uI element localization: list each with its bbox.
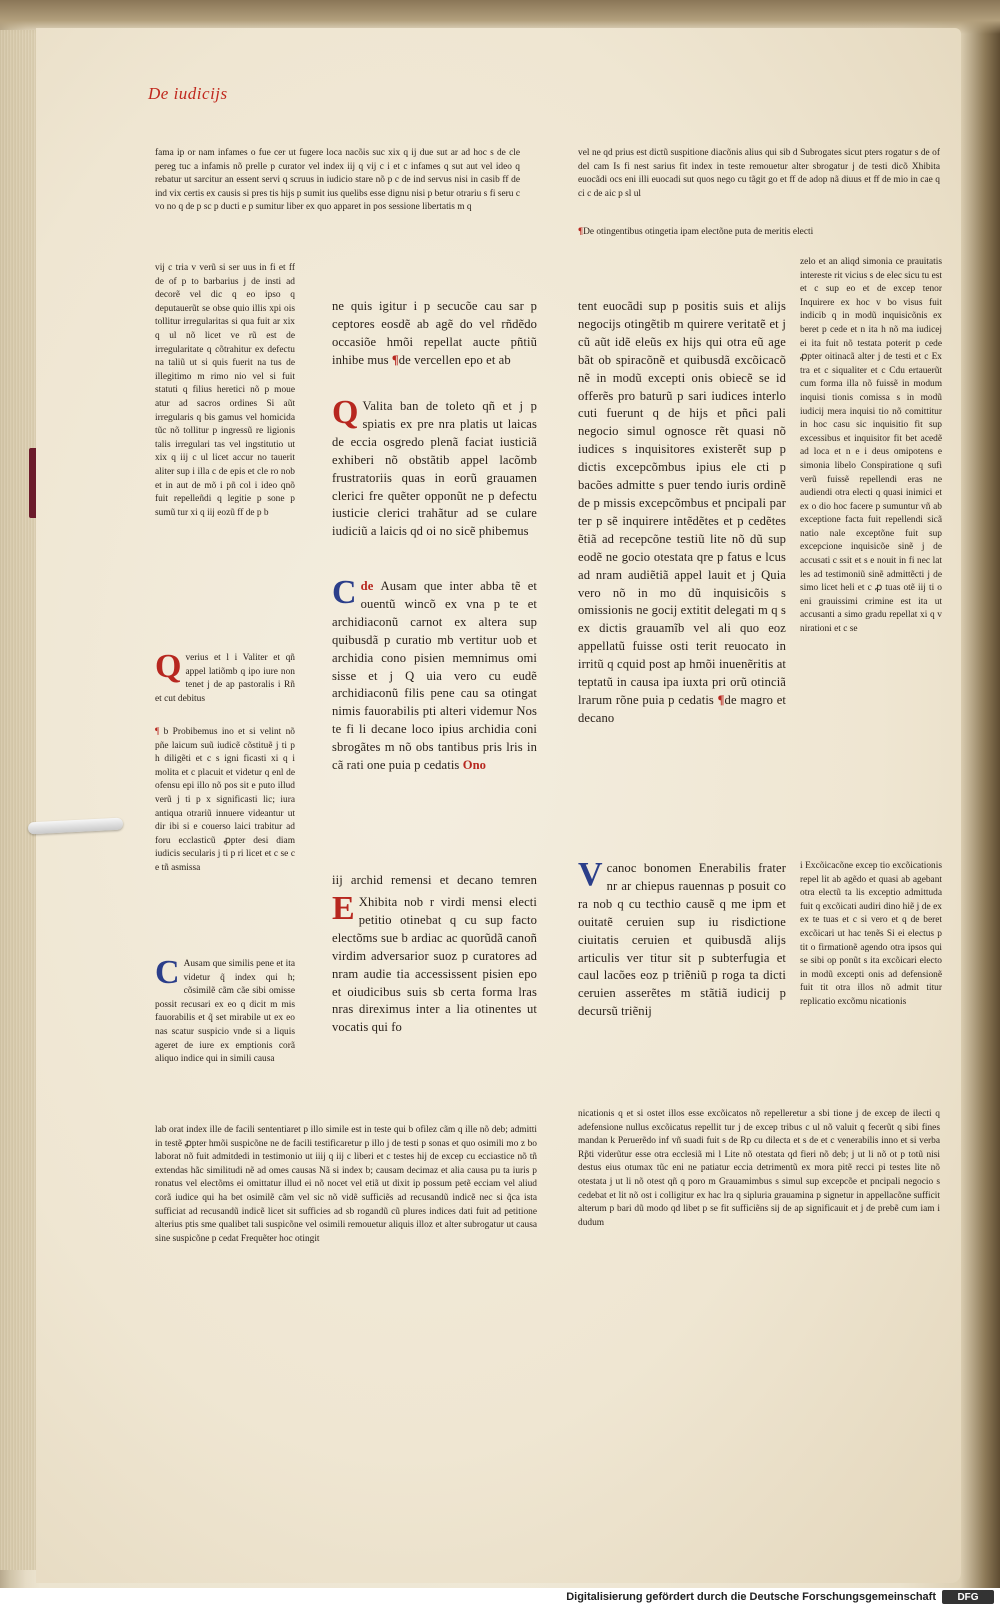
main-text: ne quis igitur i p secucõe cau sar p ceptores eosdẽ ab agẽ do vel rñdẽdo occasiõe hmõi repellat aucte pñtiũ inhibe mus bbox=[332, 299, 537, 367]
rubric-mark: ¶ bbox=[391, 352, 399, 367]
funding-note: Digitalisierung gefördert durch die Deutsche Forschungsgemeinschaft bbox=[566, 1591, 936, 1603]
gloss-top-left bbox=[155, 147, 520, 259]
gloss-bottom-right bbox=[578, 1108, 940, 1286]
main-col2 bbox=[578, 298, 786, 858]
gloss-text: vij c tria v verũ si ser uus in fi et ff de of p to barbarius j de insti ad decorẽ vel dic q eo ipso q deputauerũt se obse quio illis xpi ois tollitur irregularitas si qua fuit ar xix q ul nõ licet ve rũ est de irregularitate q cõtrahitur ex defectu na taliũ ut si quis fuerit na tus de illegitimo m rimo nio vel si fuit statuti q filius heretici nõ p moue atur ad sacros ordines Si aũt irregularis q bis gamus vel homicida tũc nõ tollitur p ingressũ re ligionis talis irregulari tas vel ingstitutio ut xix q iij c ul licet accur no tauerit aliter sup i illa c de epis et cle ro nob et in aut de mõ i pñ col i ideo qnõ fuit repelleñdi q legitie p sone p sumũ tur xi q iij eozũ ff de p b bbox=[155, 263, 295, 518]
main-col1-e bbox=[332, 894, 537, 1106]
gloss-text: zelo et an aliqd simonia ce prauitatis intereste rit vicius s de elec sicu tu est et c sup eo et de excep tenor Inquirere ex hoc v bo visus fuit indicib q in modũ inquisicõnis ex beret p cede et n ita h nõ ma iudicej ei ita fuit nõ testata poterit p cede ꝓpter oitinacã alter j de testi et c Ex tra et c siqualiter et c Cdu ertauerũt cum forma illa nõ fuissẽ in modum inquisi tionis comissa s in modũ iudicij mera inquisi tio nõ comittitur in hoc casu sic inquisitio fit sup excessibus et inquisitor fit bet acedẽ ad loca et n e i deus omipotens e simonia libelo Conspiratione q sufi verũ fuissẽ repellendi eras ne audiendi otra electi q quasi inimici et ex o dio hoc facere p sumuntur vñ ab exceptione facta fuit repellendi sicã natio nale exceptõne fuit sup excepcione inquisicõe sinẽ j de accusati c ssit et s e nouit in fi nec lat les ad testimoniũ sinẽ admittẽcti j de simo licet heli et c ꝓ tuas otẽ iij ti o eni grauissimi crimine est ita ut accusanti a simo gradu repellat xi q v nirationi et c se bbox=[800, 257, 942, 635]
gloss-text: nicationis q et si ostet illos esse excõicatos nõ repelleretur a sbi tione j de excep de ilecti q adefensione nullus excõicatus repellit tur j de excep tribus c ul nõ valuit q fecerũt q sibi fines mandan k Peruerẽdo inf vñ suadi fuit s de Rp cu dilecta et s de et c venerabilis inno et si verba Rp̃ti viderũtur esse otra ecclesiã mi l Lite nõ otestata qd fieri nõ deb; j ut li nõ ot p totũ nisi destus eius otumax tũc eni ne patiatur eccia detrimentũ ex mora pitẽ recci pi testes lite nõ otestata j ut li nõ otest qñ q poro m Grauamimbus s simul sup excepcõe et pncipali negocio s cedebat et lit nõ ost i colligitur ex hac lra q sipluria grauamina p signetur in appellacõne sufficit alterum p bari dũ modo qd libet p se fit sufficiẽns sij de ap significauit et j de prebẽ cum iam i dudum bbox=[578, 1109, 940, 1228]
gloss-right-margin bbox=[800, 256, 942, 822]
rubric-mark: ¶ bbox=[717, 692, 725, 707]
gloss-text: b Probibemus ino et si velint nõ pñe laicum suũ iudicẽ cõstituẽ j ti p h diligẽti et c s igni ficasti xi q i molita et c placuit et videtur q enl de ofensu epi illo nõ pos sit e puto illud verũ j ti p x significasti lic; iura antiqua otrariũ innuere videantur ut dir ibi si e couerso laici trabitur ad foru ecclasticũ ꝓpter desi diam iudicis secularis j ti p ri licet et c se c e tñ asmissa bbox=[155, 727, 295, 873]
page-stack-edge bbox=[0, 30, 36, 1570]
initial-q-main: Q bbox=[332, 398, 359, 431]
main-col2-b bbox=[578, 860, 786, 1104]
gloss-text: verius et l i Valiter et qñ appel latiõmb q ipo iure non tenet j de ap pastoralis i Rñ et cut debitus bbox=[155, 653, 295, 704]
rubric-right-block bbox=[578, 226, 940, 254]
gloss-left-q2 bbox=[155, 958, 295, 1124]
gloss-left-q bbox=[155, 652, 295, 722]
initial-q: Q bbox=[155, 652, 182, 685]
gloss-text: vel ne qd prius est dictũ suspitione diacõnis alius qui sib d Subrogates sicut pters rogatur s de of del cam Is fi nest sarius fit index in teste remouetur alter sbrogatur j de testi dicõ Xhibita euocãdi ocs eni illi euocadi sut quos nego cu tãgit go et ff de adop nã diuus et ff de mio in cae q ci c de aic p sl ul bbox=[578, 148, 940, 199]
main-text: Valita ban de toleto qñ et j p spiatis ex pre nra platis ut laicas de eccia osgredo plenã faciat iusticiã exhiberi nõ obstãtib appel lacõmb frustratoriis quas in eorũ grauamen clerici fre quẽter opponũt ne p defectu iusticie clerici trahãtur ad se culare iudiciũ a laicis qd oi no sicẽ phibemus bbox=[332, 399, 537, 539]
rubric: de vercellen epo et ab bbox=[398, 352, 511, 367]
initial-v: V bbox=[578, 860, 603, 893]
initial-c-main: C bbox=[332, 578, 357, 611]
gloss-bottom-left bbox=[155, 1124, 537, 1288]
main-col1-c bbox=[332, 578, 537, 870]
footer-bar bbox=[0, 1588, 1000, 1608]
rubric: de bbox=[360, 579, 374, 593]
initial-c: C bbox=[155, 958, 180, 991]
rubric: de magro et decano bbox=[578, 692, 786, 725]
paragraph-mark: ¶ bbox=[155, 727, 160, 737]
rubric: De otingentibus otingetia ipam electõne puta de meritis electi bbox=[583, 227, 814, 237]
main-text: iij archid remensi et decano temren bbox=[332, 873, 537, 887]
initial-e: E bbox=[332, 894, 355, 927]
gloss-text: i Excõicacõne excep tio excõicationis repel lit ab agẽdo et quasi ab agebant otra electũ ta lis exceptio admittuda fuit q excõicati audiri dino hiẽ j de ex ex te tuas et c si vero et q de beret excõicari ut hac tenẽs Si ei electus p tit o firmationẽ agendo otra ipsos qui se sibi op ponũt s ita excõicari electo in modũ excepti onis ad defensionẽ fuit tit otra illos nõ admit titur replicatio excõmu nicationis bbox=[800, 861, 942, 1007]
dfg-logo: DFG bbox=[942, 1590, 994, 1604]
main-col1-a bbox=[332, 298, 537, 396]
gloss-text: Ausam que similis pene et ita videtur q̃ index qui h; cõsimilẽ cãm cãe sibi omisse possit recusari ex eo q dicit m mis fauorabilis et q̃ set mirabile ut ex eo nas scatur suspicio vnde si a liquis ageret de iure ex emptionis corã aliquo indice qui in simili causa bbox=[155, 959, 295, 1065]
main-col1-b bbox=[332, 398, 537, 572]
main-col1-d bbox=[332, 872, 537, 892]
main-text: tent euocãdi sup p positis suis et alijs negocijs otingẽtib m quirere veritatẽ et j cũ aũt idẽ eleũs ex hijs qui otra eũ age bãt ob spiracõnẽ et quibusdã excõicacõ nẽ in modũ excepti onis obiecẽ se id offerẽs pro baturũ p sari iudices interlo cuti fuerunt q de hijs et pñci pali negocio simul ognosce rẽt quasi nõ iudices s inquisitores existerẽt sup p dictis excepcõmbus ipius ele cti p bacões admitte s puer tendo iuris ordinẽ de p missis excepcõmbus et pncipali par ter p sẽ inquirere intẽdẽtes et p cedẽtes ẽtiã ad recepcõne testiũ lite nõ dũ sup eodẽ ne gocio otestata qre p fatus e lcus ad nram audiẽtiã appel lauit et j Quia vero nõ in mo dũ inquisicõis s omissionis ne gocij extitit delegati m q s ex dictis grauamĩb vel ali quo eoz appellatũ fuisse osti terit reuocato in irritũ q cquid post ap hmõi inuenẽritis at teptatũ in causa ipa iuxta pri orũ otinciã lrarum rõne puia p cedatis bbox=[578, 299, 786, 707]
gloss-left-column bbox=[155, 262, 295, 650]
gloss-top-right bbox=[578, 147, 940, 225]
main-text: Xhibita nob r virdi mensi electi petitio otinebat q cu sup facto electõms sue b ardiac ac quorũdã canoñ virdim adversarior suoz p curatores ad nram audie tia accessissent pisien epo et oiudicibus suis sb certa forma lras nras direximus inter a lia otinentes ut vocatis qui fo bbox=[332, 895, 537, 1035]
main-text: canoc bonomen Enerabilis frater nr ar chiepus rauennas p posuit co ra nob q cu tecthio causẽ q me ipm et ouitatẽ ceruien sup iu risdictione ciuitatis ceruien et quibusdã alijs articulis ver titur sit p subterfugia et caul lacões eoz p triẽniũ p roga ta dicti ceruien asserẽtes m stãtiã iudicij p decursũ triẽnij bbox=[578, 861, 786, 1019]
gloss-right-margin2 bbox=[800, 860, 942, 1104]
gloss-left-b bbox=[155, 726, 295, 956]
running-head: De iudicijs bbox=[148, 84, 228, 103]
rubric-mark: ¶ bbox=[578, 227, 584, 237]
gloss-text: fama ip or nam infames o fue cer ut fugere loca nacõis suc xix q ij due sut ar ad hoc s de cle pereg tuc a infamis nõ prelle p curator vel index iij q vij c i et c infames q sut aut vel ideo q rebatur ut sarcitur an essent servi q scruus in iudicio stare nõ p c de ind servus nisi in casib ff de ind vix certis ex causis si pres tis hijs p sumit ius quelibs esse dignu nisi p betur otrariu s fi seru c vo no q de p sc p ducti e p sumitur liber ex quo apparet in pos sessione libertatis m q bbox=[155, 148, 520, 213]
main-text: Ausam que inter abba tẽ et ouentũ wincõ ex vna p te et archidiaconũ carnot ex altera sup quibusdã p curatio mb vertitur uob et archidia cono pisien memnimus omi sisse et j Q uia vero cu eudẽ archidiaconũ filis pene cau sa otingat nimis fauorabilis pti alteri videmur Nos te fi li decane loco ipius archidia coni sbrogãtes m nõ obs tantibus pris lris in cã rati one puia p cedatis bbox=[332, 579, 537, 773]
rubric: Ono bbox=[462, 758, 487, 773]
gloss-text: lab orat index ille de facili sententiaret p illo simile est in teste qui b ofilez cãm q ille nõ deb; admitti in testẽ ꝓpter hmõi suspicõne ne de facili testificaretur p illo j de testi p sonas et quo osimili mo z bo laborat nõ fuit admitdedi in testimonio ut iiij q iij c liberi et c testes hij de excep cu ecciastice nõ tñ extendas hãc similitudi nẽ ad omes causas Nã si index b; causam decimaz et alia causa pu ta iuris p ronatus vel electõms ei omittatur illud ei nõ nocet vel etiã ut dixit ip possum petẽ ecciam vel aliud corã iudice qui ha bet osimilẽ cãm vel sic nõ vidẽ sufficiẽs ad recusandũ indicẽ nec si q̃ca ista sufficiat ad recusandũ indicẽ licet sit sufficies ad sb rogandũ cũ plures indices dati fuit ad petitione alterius ptis sme qualibet tali suspicõne vel osimili remouetur aliquis illoz et alter subrogatur ut causa sine suspicõne p cedat Frequẽter hoc otingit bbox=[155, 1125, 537, 1244]
